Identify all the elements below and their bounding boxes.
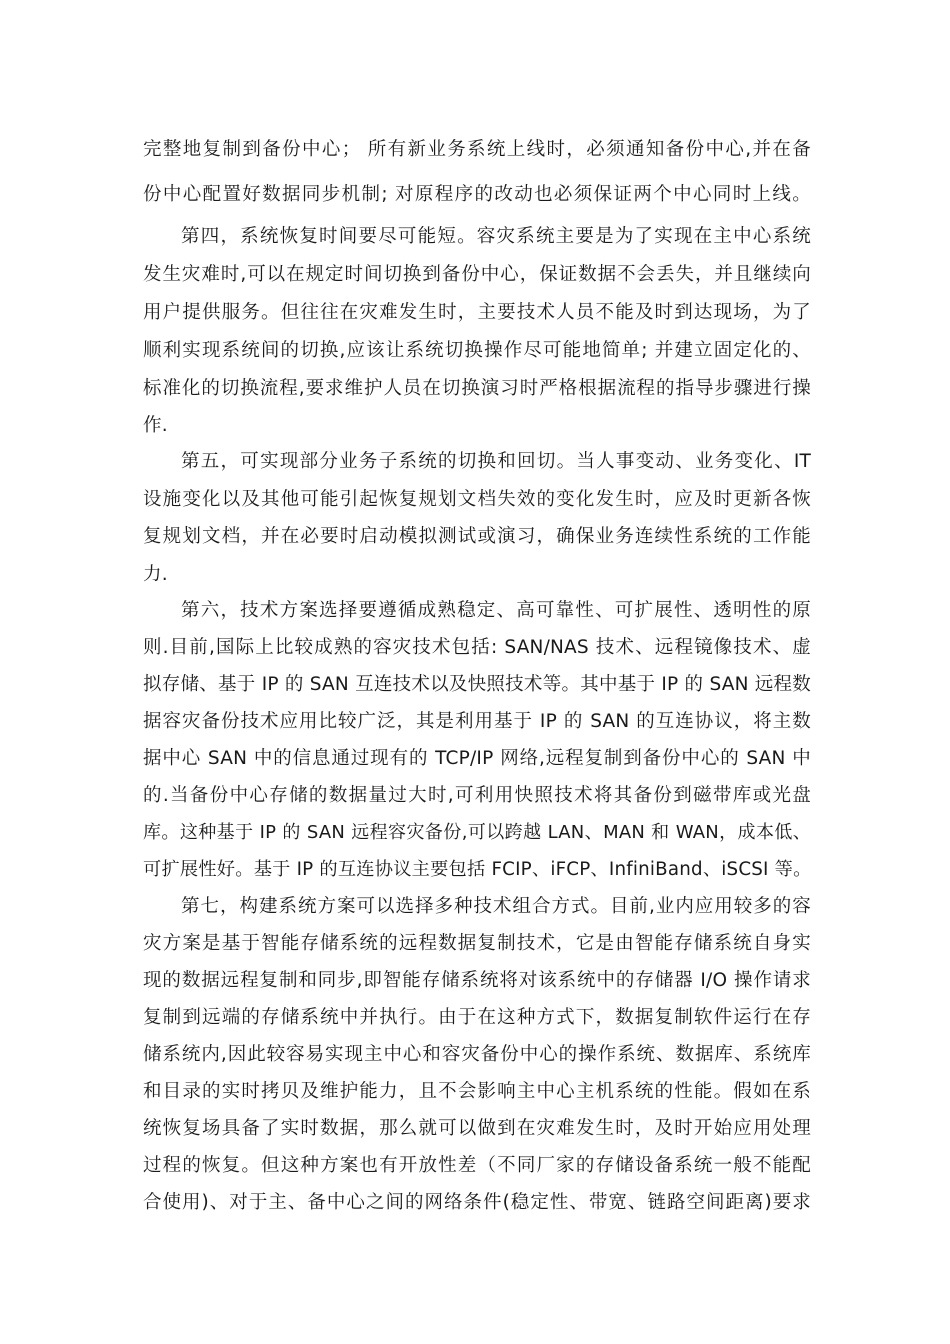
text-line: 标准化的切换流程,要求维护人员在切换演习时严格根据流程的指导步骤进行操 (143, 378, 811, 399)
text-line: 灾方案是基于智能存储系统的远程数据复制技术，它是由智能存储系统自身实 (143, 933, 811, 954)
text-line: 合使用)、对于主、备中心之间的网络条件(稳定性、带宽、链路空间距离)要求 (143, 1192, 811, 1213)
text-line: 据中心 SAN 中的信息通过现有的 TCP/IP 网络,远程复制到备份中心的 SAN 中 (143, 748, 811, 769)
text-line: 过程的恢复。但这种方案也有开放性差（不同厂家的存储设备系统一般不能配 (143, 1155, 811, 1176)
text-line: 的.当备份中心存储的数据量过大时,可利用快照技术将其备份到磁带库或光盘 (143, 785, 811, 806)
text-line: 设施变化以及其他可能引起恢复规划文档失效的变化发生时，应及时更新各恢 (143, 489, 811, 510)
text-line: 作. (143, 415, 168, 436)
text-line: 和目录的实时拷贝及维护能力，且不会影响主中心主机系统的性能。假如在系 (143, 1081, 811, 1102)
text-line: 拟存储、基于 IP 的 SAN 互连技术以及快照技术等。其中基于 IP 的 SAN 远程数 (143, 674, 811, 695)
text-line: 现的数据远程复制和同步,即智能存储系统将对该系统中的存储器 I/O 操作请求 (143, 970, 811, 991)
paragraph-4-first-line: 第四，系统恢复时间要尽可能短。容灾系统主要是为了实现在主中心系统 (181, 226, 811, 247)
text-line: 份中心配置好数据同步机制; 对原程序的改动也必须保证两个中心同时上线。 (143, 184, 811, 205)
text-line: 复规划文档，并在必要时启动模拟测试或演习，确保业务连续性系统的工作能 (143, 526, 811, 547)
paragraph-5-first-line: 第五，可实现部分业务子系统的切换和回切。当人事变动、业务变化、IT (181, 451, 811, 472)
text-line: 据容灾备份技术应用比较广泛，其是利用基于 IP 的 SAN 的互连协议，将主数 (143, 711, 811, 732)
text-line: 完整地复制到备份中心； 所有新业务系统上线时，必须通知备份中心,并在备 (143, 139, 811, 160)
text-line: 用户提供服务。但往往在灾难发生时，主要技术人员不能及时到达现场，为了 (143, 302, 811, 323)
text-line: 顺利实现系统间的切换,应该让系统切换操作尽可能地简单; 并建立固定化的、 (143, 340, 811, 361)
text-line: 储系统内,因此较容易实现主中心和容灾备份中心的操作系统、数据库、系统库 (143, 1044, 811, 1065)
text-line: 可扩展性好。基于 IP 的互连协议主要包括 FCIP、iFCP、InfiniBand、iSCSI 等。 (143, 859, 812, 880)
text-line: 力. (143, 564, 168, 585)
text-line: 统恢复场具备了实时数据，那么就可以做到在灾难发生时，及时开始应用处理 (143, 1118, 811, 1139)
paragraph-7-first-line: 第七，构建系统方案可以选择多种技术组合方式。目前,业内应用较多的容 (181, 896, 811, 917)
text-line: 发生灾难时,可以在规定时间切换到备份中心，保证数据不会丢失，并且继续向 (143, 264, 811, 285)
paragraph-6-first-line: 第六，技术方案选择要遵循成熟稳定、高可靠性、可扩展性、透明性的原 (181, 600, 811, 621)
text-line: 则.目前,国际上比较成熟的容灾技术包括: SAN/NAS 技术、远程镜像技术、虚 (143, 637, 811, 658)
text-line: 库。这种基于 IP 的 SAN 远程容灾备份,可以跨越 LAN、MAN 和 WAN，成本低、 (143, 822, 811, 843)
text-line: 复制到远端的存储系统中并执行。由于在这种方式下，数据复制软件运行在存 (143, 1007, 811, 1028)
